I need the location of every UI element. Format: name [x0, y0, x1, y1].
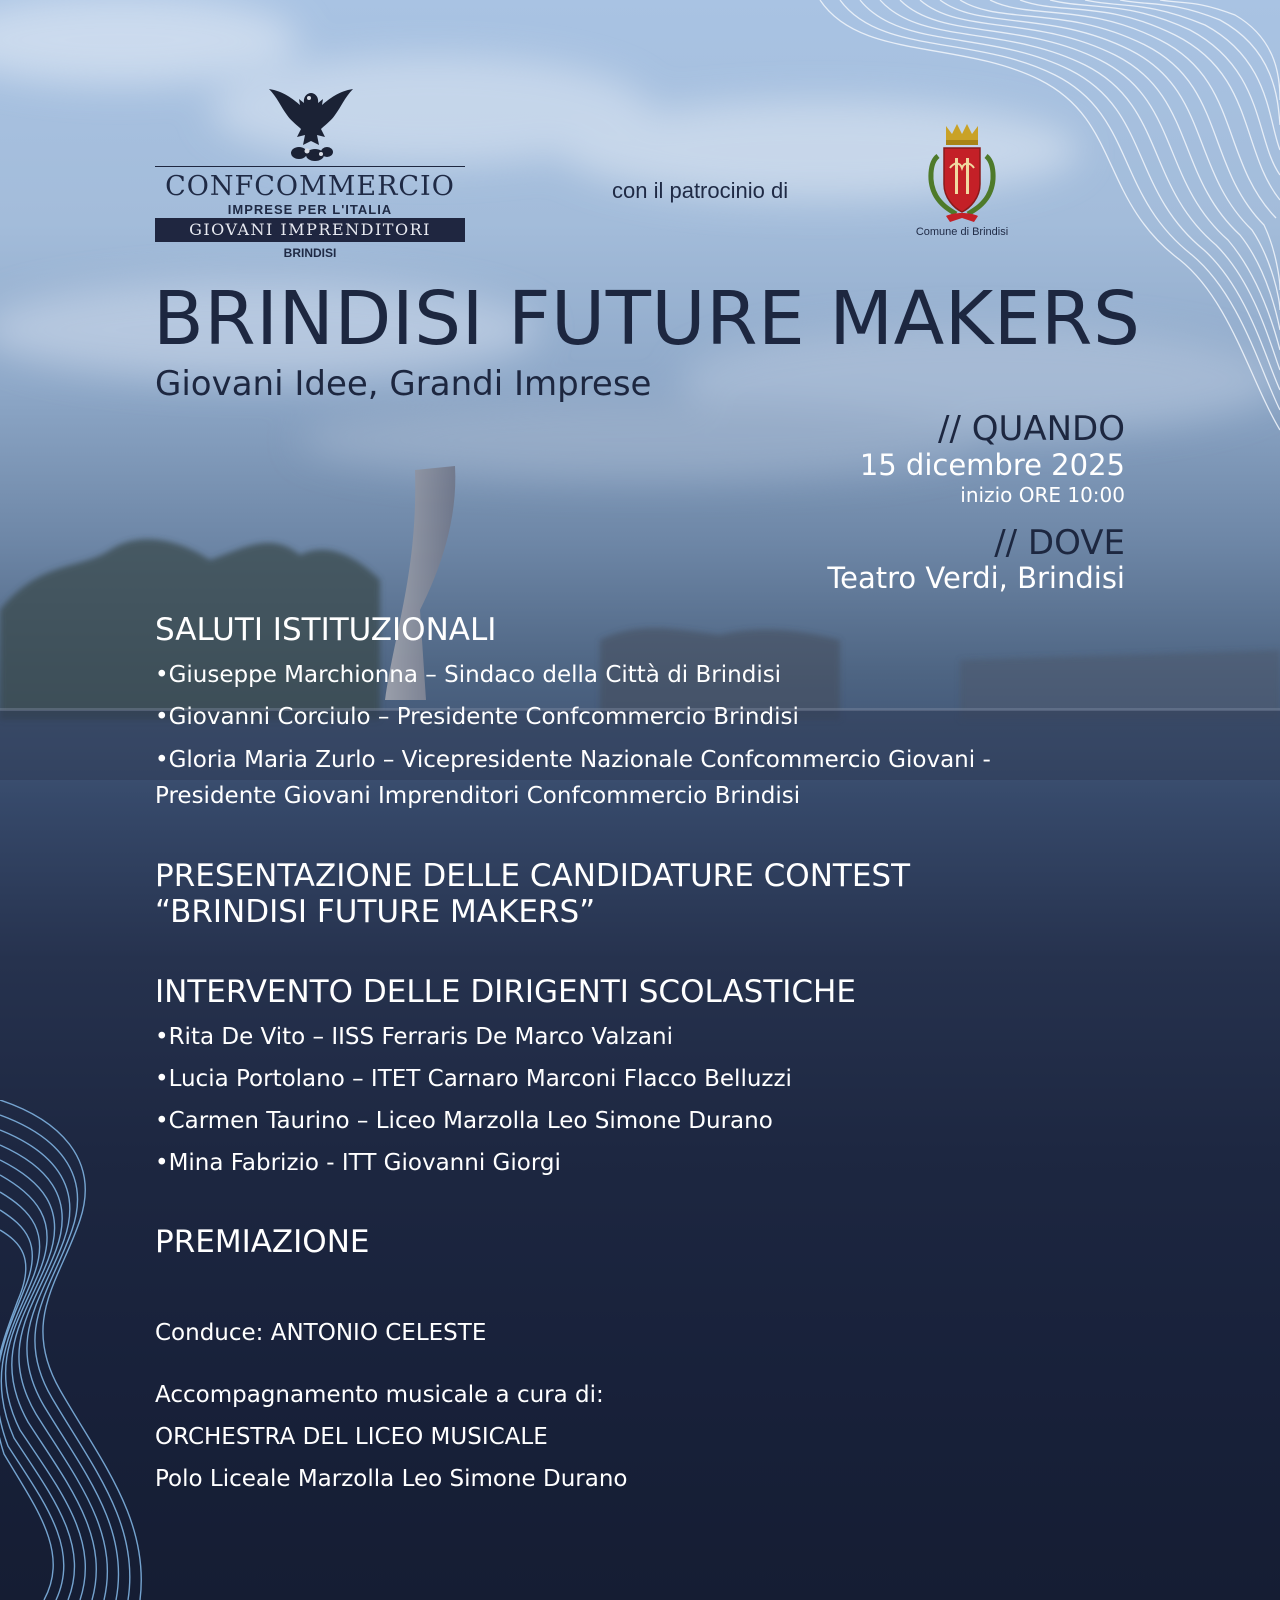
contest-heading-line1: PRESENTAZIONE DELLE CANDIDATURE CONTEST	[155, 858, 911, 894]
list-item: •Rita De Vito – IISS Ferraris De Marco Valzani	[155, 1024, 673, 1050]
wave-lines-decoration	[800, 0, 1280, 470]
municipality-label: Comune di Brindisi	[915, 226, 1009, 238]
eagle-icon	[265, 85, 357, 163]
coat-of-arms-icon	[920, 122, 1004, 226]
school-heads-heading: INTERVENTO DELLE DIRIGENTI SCOLASTICHE	[155, 974, 856, 1010]
when-heading: // QUANDO	[938, 409, 1125, 449]
host-credit: Conduce: ANTONIO CELESTE	[155, 1320, 487, 1346]
list-item: •Mina Fabrizio - ITT Giovanni Giorgi	[155, 1150, 561, 1176]
list-item: •Lucia Portolano – ITET Carnaro Marconi Flacco Belluzzi	[155, 1066, 792, 1092]
organization-name: CONFCOMMERCIO	[165, 171, 455, 202]
music-intro: Accompagnamento musicale a cura di:	[155, 1382, 604, 1408]
greetings-heading: SALUTI ISTITUZIONALI	[155, 612, 497, 648]
patronage-text: con il patrocinio di	[612, 178, 789, 203]
where-heading: // DOVE	[994, 523, 1125, 564]
event-time: inizio ORE 10:00	[960, 483, 1125, 508]
event-title: BRINDISI FUTURE MAKERS	[153, 276, 1141, 362]
school-name: Polo Liceale Marzolla Leo Simone Durano	[155, 1466, 628, 1492]
awards-heading: PREMIAZIONE	[155, 1224, 370, 1260]
contest-heading-line2: “BRINDISI FUTURE MAKERS”	[155, 894, 596, 930]
list-item: •Giovanni Corciulo – Presidente Confcommercio Brindisi	[155, 704, 799, 730]
organization-city: BRINDISI	[283, 246, 337, 260]
event-details	[665, 409, 1125, 596]
event-venue: Teatro Verdi, Brindisi	[827, 561, 1125, 596]
list-item: •Gloria Maria Zurlo – Vicepresidente Nazionale Confcommercio Giovani - Presidente Giovani Imprenditori Confcommercio Brindisi	[155, 747, 991, 809]
organization-tagline: IMPRESE PER L'ITALIA	[227, 202, 393, 217]
orchestra-name: ORCHESTRA DEL LICEO MUSICALE	[155, 1424, 548, 1450]
wave-lines-decoration-blue	[0, 1100, 180, 1600]
event-program	[155, 612, 1035, 1500]
list-item: •Carmen Taurino – Liceo Marzolla Leo Simone Durano	[155, 1108, 773, 1134]
list-item: •Giuseppe Marchionna – Sindaco della Città di Brindisi	[155, 662, 782, 688]
event-subtitle: Giovani Idee, Grandi Imprese	[155, 364, 652, 404]
logo-rule	[155, 166, 465, 167]
event-date: 15 dicembre 2025	[859, 447, 1125, 482]
confcommercio-logo	[155, 85, 465, 265]
organization-group: GIOVANI IMPRENDITORI	[155, 218, 465, 242]
